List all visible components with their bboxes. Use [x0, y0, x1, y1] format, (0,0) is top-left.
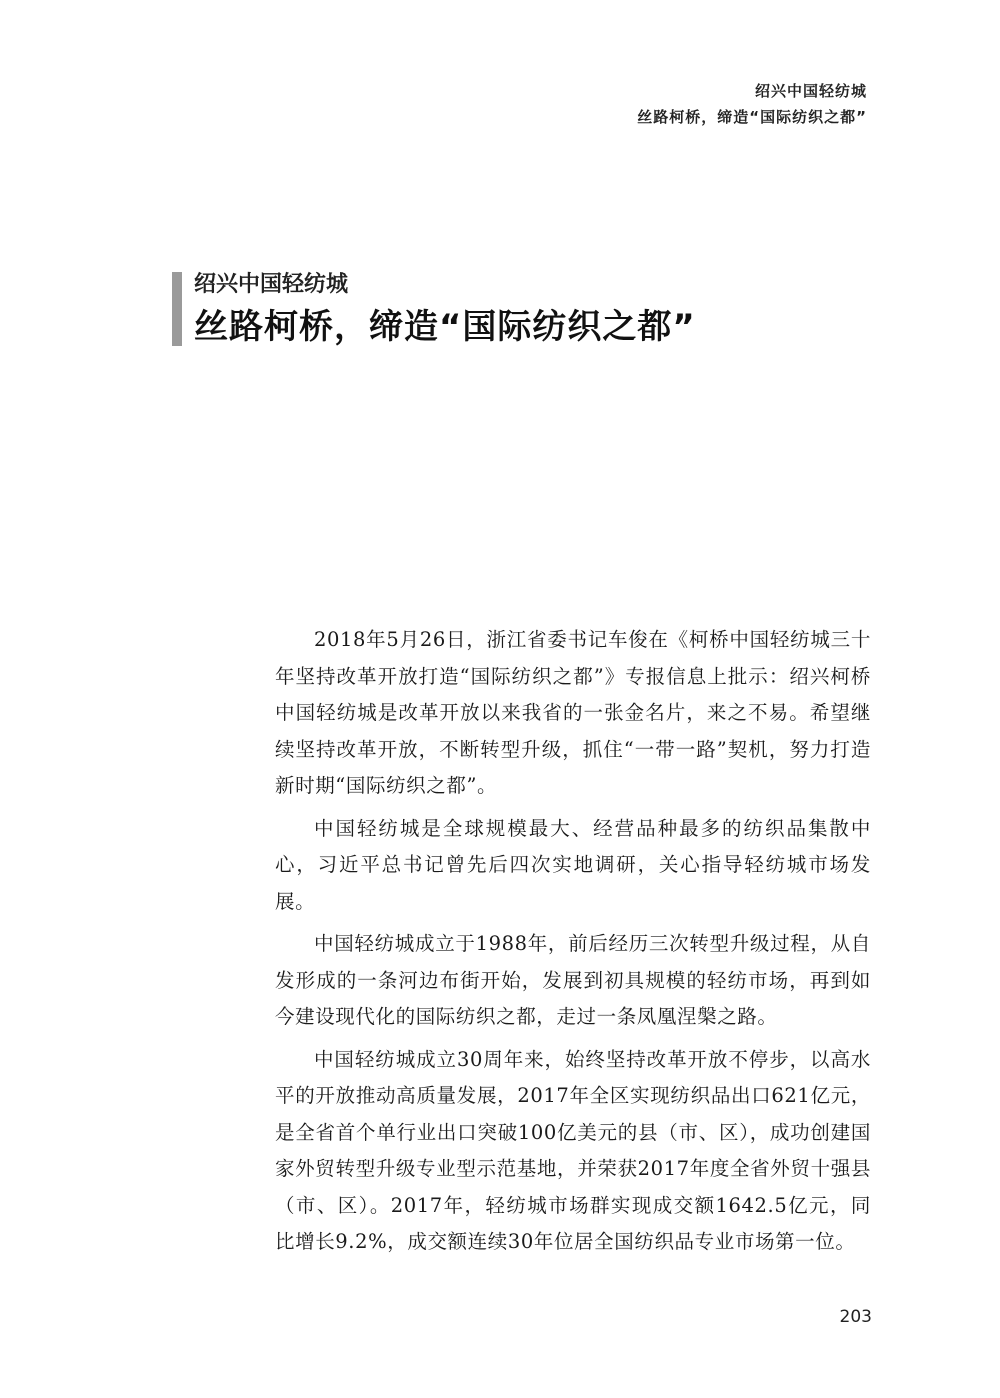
paragraph: 中国轻纺城成立于1988年，前后经历三次转型升级过程，从自发形成的一条河边布街开始，发展到初具规模的轻纺市场，再到如今建设现代化的国际纺织之都，走过一条凤凰涅槃之路。	[275, 932, 871, 1028]
running-header-line1: 绍兴中国轻纺城	[754, 82, 867, 100]
chapter-title-block	[172, 270, 696, 350]
paragraph: 中国轻纺城成立30周年来，始终坚持改革开放不停步，以高水平的开放推动高质量发展，2017年全区实现纺织品出口621亿元，是全省首个单行业出口突破100亿美元的县（市、区），成功创建国家外贸转型升级专业型示范基地，并荣获2017年度全省外贸十强县（市、区）。2017年，轻纺城市场群实现成交额1642.5亿元，同比增长9.2%，成交额连续30年位居全国纺织品专业市场第一位。	[275, 1047, 871, 1253]
page-number: 203	[839, 1307, 872, 1327]
paragraph: 中国轻纺城是全球规模最大、经营品种最多的纺织品集散中心，习近平总书记曾先后四次实地调研，关心指导轻纺城市场发展。	[275, 816, 871, 913]
title-accent-bar	[172, 272, 182, 346]
body-text	[275, 622, 871, 1267]
running-header	[637, 78, 867, 130]
chapter-subtitle: 绍兴中国轻纺城	[194, 272, 349, 297]
paragraph: 2018年5月26日，浙江省委书记车俊在《柯桥中国轻纺城三十年坚持改革开放打造“国际纺织之都”》专报信息上批示：绍兴柯桥中国轻纺城是改革开放以来我省的一张金名片，来之不易。希望继续坚持改革开放，不断转型升级，抓住“一带一路”契机，努力打造新时期“国际纺织之都”。	[275, 628, 871, 797]
chapter-title: 丝路柯桥，缔造“国际纺织之都”	[194, 307, 696, 347]
running-header-line2: 丝路柯桥，缔造“国际纺织之都”	[637, 108, 867, 126]
